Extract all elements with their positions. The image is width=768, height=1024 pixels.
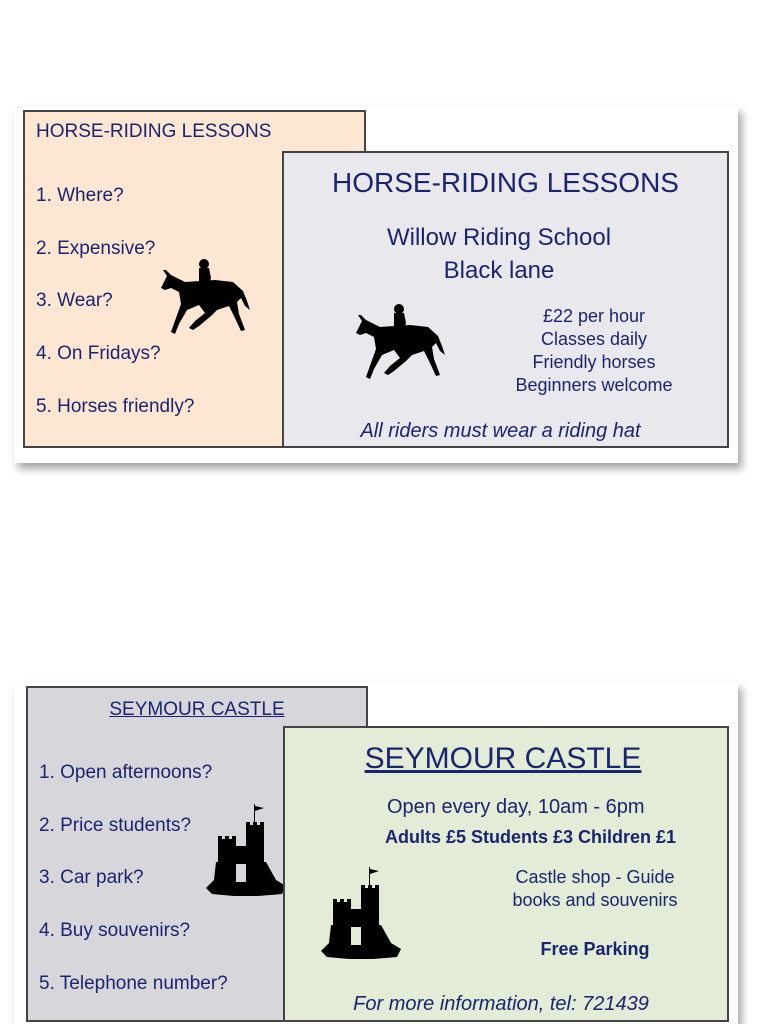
ticket-prices: Adults £5 Students £3 Children £1 [385, 827, 677, 847]
horse-rider-icon [354, 303, 449, 383]
castle-questions-title: SEYMOUR CASTLE [109, 699, 285, 720]
question-item: 3. Wear? [36, 290, 113, 311]
shop-line: books and souvenirs [512, 890, 678, 910]
question-item: 5. Horses friendly? [36, 396, 195, 417]
horse-questions-title: HORSE-RIDING LESSONS [36, 121, 272, 142]
opening-hours: Open every day, 10am - 6pm [387, 796, 645, 818]
school-address: Black lane [443, 257, 555, 284]
castle-info-footer: For more information, tel: 721439 [353, 993, 649, 1015]
question-item: 1. Open afternoons? [39, 762, 213, 783]
castle-icon [206, 802, 286, 898]
castle-info-card [283, 726, 729, 1022]
question-item: 1. Where? [36, 185, 124, 206]
castle-panel [14, 682, 738, 1024]
castle-info-title: SEYMOUR CASTLE [364, 742, 642, 775]
question-item: 2. Price students? [39, 815, 192, 836]
parking-info: Free Parking [540, 939, 650, 959]
horse-rider-icon [159, 258, 254, 338]
question-item: 5. Telephone number? [39, 973, 228, 994]
question-item: 3. Car park? [39, 867, 144, 888]
horse-info-title: HORSE-RIDING LESSONS [332, 167, 679, 198]
horse-info-footer: All riders must wear a riding hat [360, 420, 641, 442]
question-item: 2. Expensive? [36, 238, 156, 259]
detail-line: Friendly horses [532, 352, 656, 372]
question-item: 4. Buy souvenirs? [39, 920, 191, 941]
question-item: 4. On Fridays? [36, 343, 161, 364]
horse-riding-panel [14, 106, 738, 463]
detail-line: £22 per hour [542, 306, 646, 326]
shop-line: Castle shop - Guide [515, 867, 675, 887]
detail-line: Beginners welcome [515, 375, 673, 395]
horse-info-card [282, 151, 729, 448]
school-name: Willow Riding School [386, 224, 612, 251]
detail-line: Classes daily [540, 329, 648, 349]
castle-icon [321, 865, 401, 961]
